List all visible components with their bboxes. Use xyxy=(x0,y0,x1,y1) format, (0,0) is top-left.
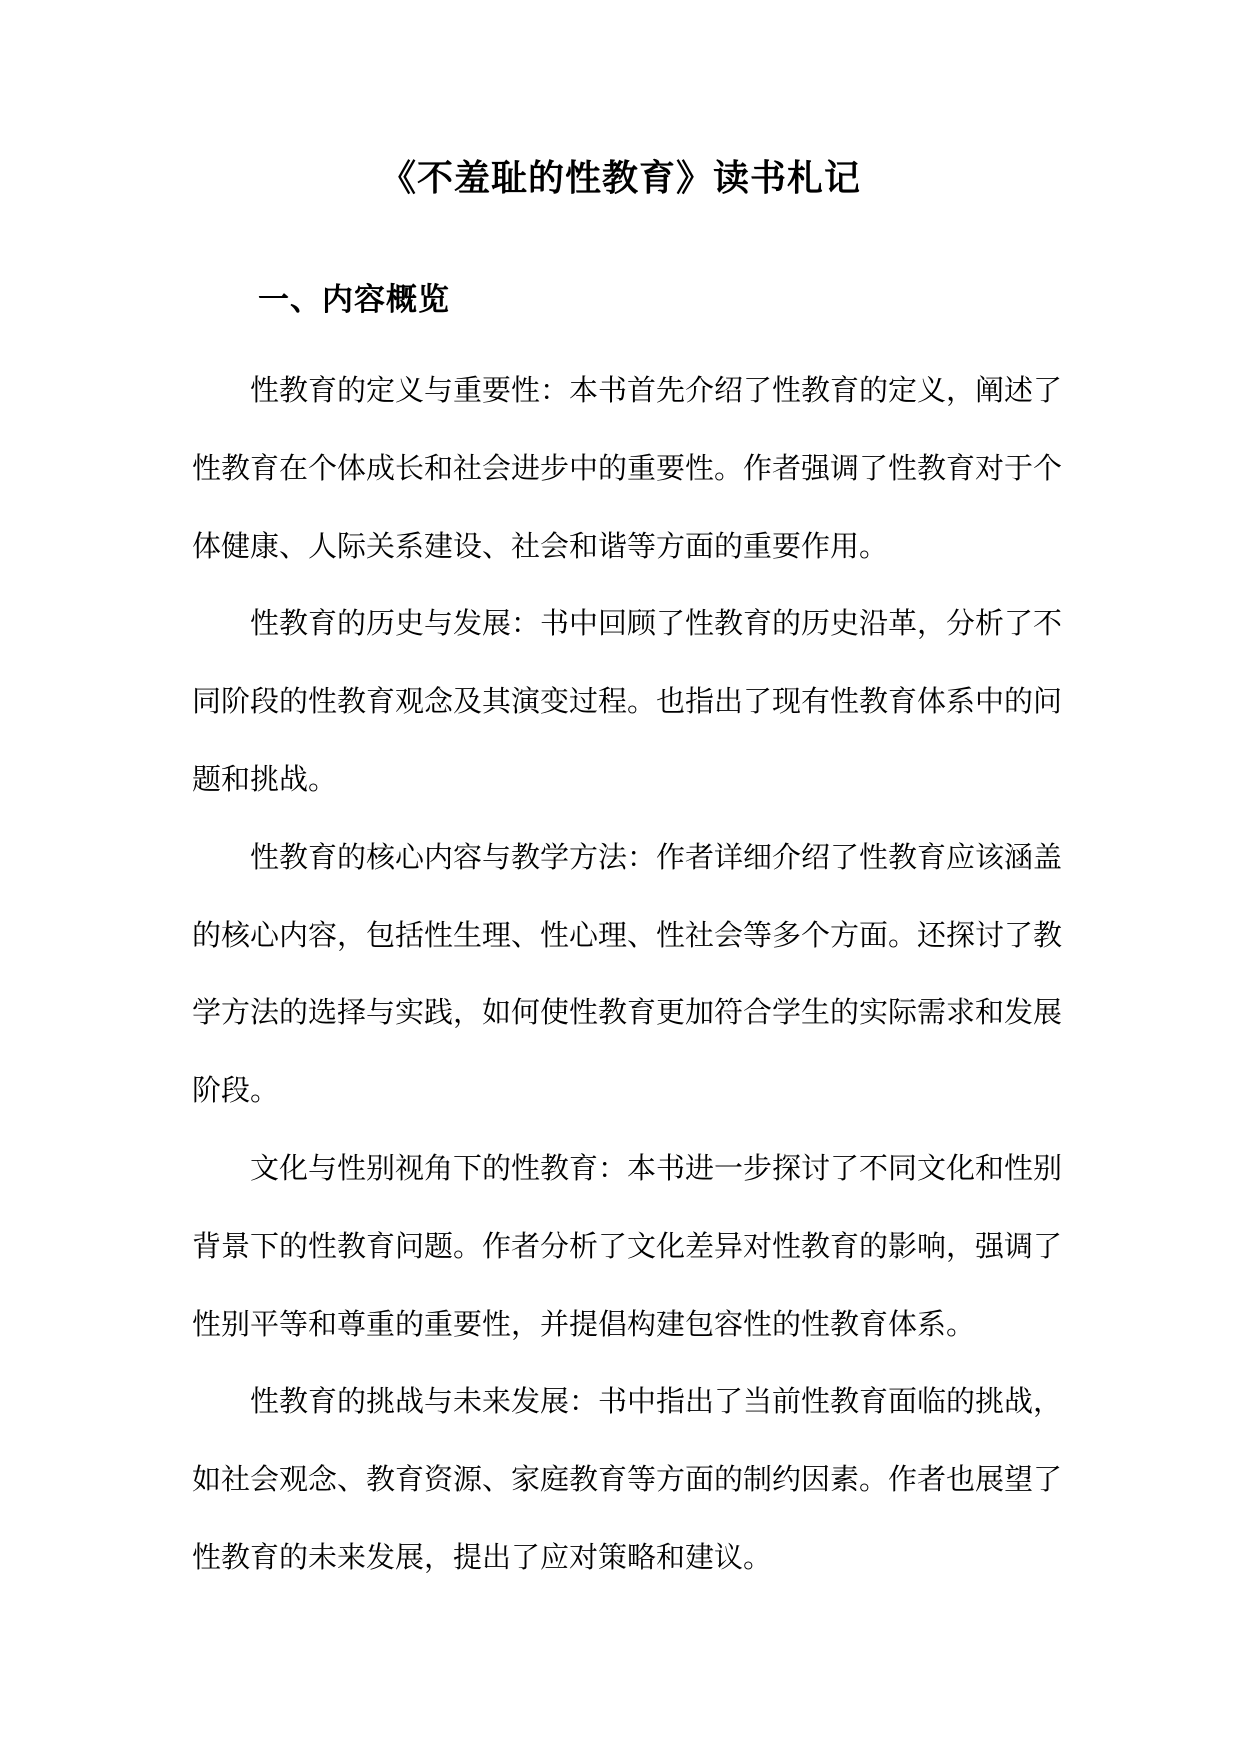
document-title: 《不羞耻的性教育》读书札记 xyxy=(379,157,861,199)
paragraph-history-development: 性教育的历史与发展：书中回顾了性教育的历史沿革，分析了不同阶段的性教育观念及其演变过程。也指出了现有性教育体系中的问题和挑战。 xyxy=(192,606,1063,796)
section-body xyxy=(192,352,1062,1597)
paragraph-core-content-methods: 性教育的核心内容与教学方法：作者详细介绍了性教育应该涵盖的核心内容，包括性生理、性心理、性社会等多个方面。还探讨了教学方法的选择与实践，如何使性教育更加符合学生的实际需求和发展阶段。 xyxy=(192,839,1063,1108)
paragraph-challenges-future: 性教育的挑战与未来发展：书中指出了当前性教育面临的挑战，如社会观念、教育资源、家庭教育等方面的制约因素。作者也展望了性教育的未来发展，提出了应对策略和建议。 xyxy=(192,1384,1063,1574)
paragraph-definition-importance: 性教育的定义与重要性：本书首先介绍了性教育的定义，阐述了性教育在个体成长和社会进步中的重要性。作者强调了性教育对于个体健康、人际关系建设、社会和谐等方面的重要作用。 xyxy=(192,373,1063,563)
paragraph-culture-gender: 文化与性别视角下的性教育：本书进一步探讨了不同文化和性别背景下的性教育问题。作者分析了文化差异对性教育的影响，强调了性别平等和尊重的重要性，并提倡构建包容性的性教育体系。 xyxy=(192,1150,1063,1341)
section-heading-overview: 一、内容概览 xyxy=(258,282,450,318)
